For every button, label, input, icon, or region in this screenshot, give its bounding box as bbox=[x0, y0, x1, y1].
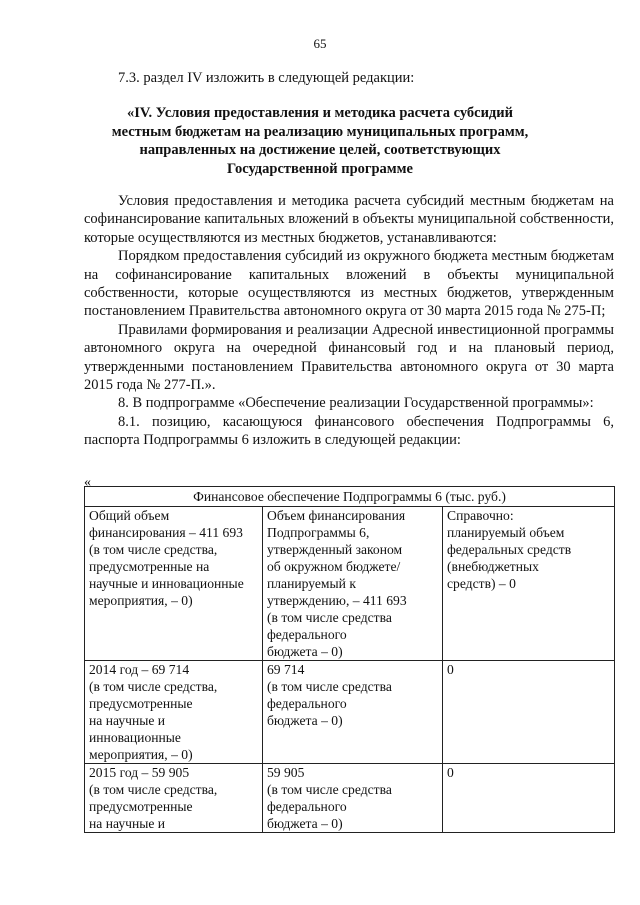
cell-line: утвержденный законом bbox=[267, 542, 403, 557]
cell-line: (в том числе средства bbox=[267, 782, 392, 797]
cell-line: (в том числе средства, bbox=[89, 782, 218, 797]
cell-line: планируемый к bbox=[267, 576, 356, 591]
cell-line: федерального bbox=[267, 696, 347, 711]
table-header: Финансовое обеспечение Подпрограммы 6 (тыс. руб.) bbox=[85, 487, 615, 507]
cell-line: на научные и bbox=[89, 816, 166, 831]
cell-line: Объем финансирования bbox=[267, 508, 406, 523]
cell-line: 2015 год – 59 905 bbox=[89, 765, 190, 780]
heading-line: направленных на достижение целей, соответствующих bbox=[139, 142, 501, 158]
cell-line: на научные и bbox=[89, 713, 166, 728]
cell-line: предусмотренные bbox=[89, 696, 193, 711]
cell-line: Подпрограммы 6, bbox=[267, 525, 370, 540]
cell-line: финансирования – 411 693 bbox=[89, 525, 243, 540]
paragraph: 8. В подпрограмме «Обеспечение реализации Государственной программы»: bbox=[118, 395, 594, 412]
heading-line: местным бюджетам на реализацию муниципальных программ, bbox=[111, 123, 529, 140]
paragraph: Условия предоставления и методика расчета субсидий местным бюджетам на софинансирование капитальных вложений в объекты муниципальной собственности, которые осуществляются из местных бюджетов, устанавливаются: bbox=[84, 193, 614, 246]
cell-line: мероприятия, – 0) bbox=[89, 747, 193, 762]
table-cell bbox=[443, 764, 615, 833]
cell-line: (в том числе средства, bbox=[89, 542, 218, 557]
cell-line: предусмотренные на bbox=[89, 559, 210, 574]
heading-line: Государственной программе bbox=[227, 160, 413, 177]
table-row bbox=[85, 507, 615, 661]
table-cell bbox=[263, 507, 443, 661]
cell-line: 0 bbox=[447, 662, 454, 677]
cell-line: (в том числе средства, bbox=[89, 679, 218, 694]
cell-line: об окружном бюджете/ bbox=[267, 559, 401, 574]
cell-line: утверждению, – 411 693 bbox=[267, 593, 407, 608]
cell-line: 69 714 bbox=[267, 662, 305, 677]
table-cell bbox=[443, 661, 615, 764]
table-cell bbox=[85, 661, 263, 764]
heading-line: «IV. Условия предоставления и методика расчета субсидий bbox=[127, 105, 513, 121]
cell-line: научные и инновационные bbox=[89, 576, 244, 591]
body-text bbox=[84, 192, 614, 450]
paragraph: Порядком предоставления субсидий из окружного бюджета местным бюджетам на софинансирование капитальных вложений в объекты муниципальной собственности, которые осуществляются из местных бюджетов, утвержденным постановлением Правительства автономного округа от 30 марта 2015 года № 275-П; bbox=[84, 248, 614, 320]
cell-line: Справочно: bbox=[447, 508, 514, 523]
table-cell bbox=[443, 507, 615, 661]
intro-line: 7.3. раздел IV изложить в следующей редакции: bbox=[118, 70, 415, 86]
section-heading bbox=[80, 104, 560, 178]
cell-line: бюджета – 0) bbox=[267, 816, 343, 831]
paragraph: Правилами формирования и реализации Адресной инвестиционной программы автономного округа на очередной финансовый год и на плановый период, утвержденными постановлением Правительства автономного округа от 30 марта 2015 года № 277-П.». bbox=[84, 321, 614, 394]
cell-line: 0 bbox=[447, 765, 454, 780]
cell-line: 59 905 bbox=[267, 765, 305, 780]
table-cell bbox=[263, 661, 443, 764]
paragraph: 8.1. позицию, касающуюся финансового обеспечения Подпрограммы 6, паспорта Подпрограммы 6 изложить в следующей редакции: bbox=[84, 413, 614, 449]
table-row bbox=[85, 661, 615, 764]
cell-line: предусмотренные bbox=[89, 799, 193, 814]
cell-line: федерального bbox=[267, 627, 347, 642]
table-cell bbox=[85, 764, 263, 833]
cell-line: федеральных средств bbox=[447, 542, 572, 557]
cell-line: средств) – 0 bbox=[447, 576, 516, 591]
cell-line: мероприятия, – 0) bbox=[89, 593, 193, 608]
cell-line: бюджета – 0) bbox=[267, 644, 343, 659]
financing-table bbox=[84, 486, 615, 833]
cell-line: 2014 год – 69 714 bbox=[89, 662, 190, 677]
table-header-row bbox=[85, 487, 615, 507]
table-cell bbox=[263, 764, 443, 833]
cell-line: федерального bbox=[267, 799, 347, 814]
table-row bbox=[85, 764, 615, 833]
cell-line: Общий объем bbox=[89, 508, 170, 523]
cell-line: планируемый объем bbox=[447, 525, 565, 540]
cell-line: (внебюджетных bbox=[447, 559, 539, 574]
cell-line: бюджета – 0) bbox=[267, 713, 343, 728]
cell-line: (в том числе средства bbox=[267, 679, 392, 694]
cell-line: (в том числе средства bbox=[267, 610, 392, 625]
opening-quote-mark: « bbox=[84, 475, 91, 490]
cell-line: инновационные bbox=[89, 730, 181, 745]
table-cell bbox=[85, 507, 263, 661]
page-number: 65 bbox=[313, 36, 327, 51]
